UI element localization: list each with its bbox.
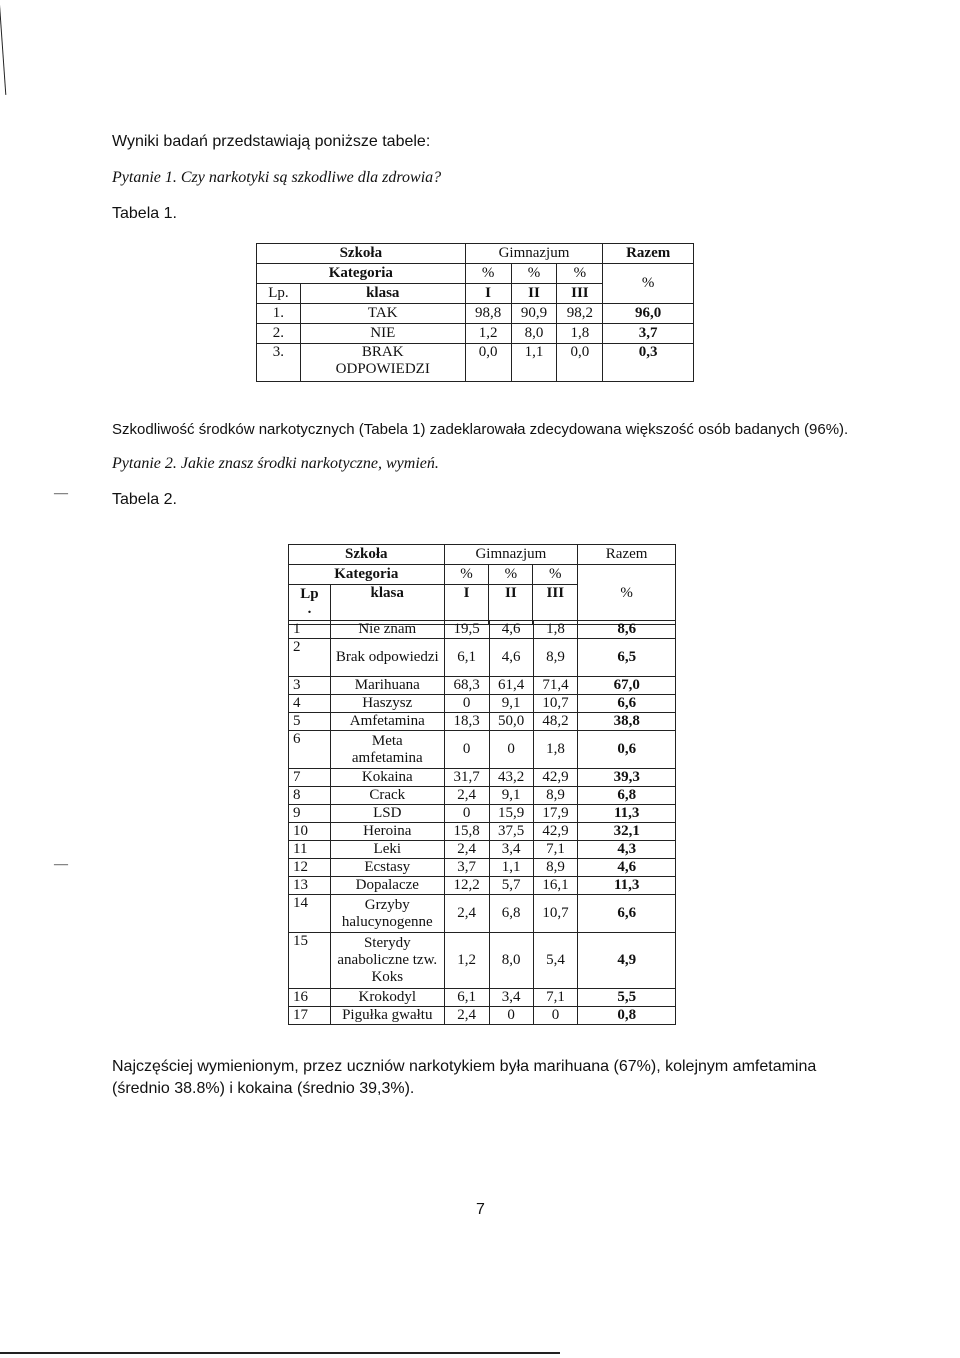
table-row (289, 859, 676, 877)
row-label: Crack (330, 787, 444, 805)
row-number: 8 (289, 787, 331, 805)
cell-total: 39,3 (578, 769, 676, 787)
cell-value: 3,4 (489, 841, 533, 859)
row-label: Leki (330, 841, 444, 859)
row-label: Meta amfetamina (330, 731, 444, 769)
row-number: 4 (289, 695, 331, 713)
row-number: 9 (289, 805, 331, 823)
table-2 (288, 544, 676, 625)
table-row (289, 769, 676, 787)
pct-header: % (444, 565, 489, 585)
table-2-body (288, 620, 676, 1025)
cell-total: 4,9 (578, 933, 676, 989)
pct-header: % (533, 565, 578, 585)
grade-header: I (465, 284, 511, 304)
cell-value: 17,9 (533, 805, 578, 823)
row-number: 2 (289, 639, 331, 677)
cell-total: 8,6 (578, 621, 676, 639)
cell-value: 5,7 (489, 877, 533, 895)
grade-header: I (444, 585, 489, 625)
pct-header: % (489, 565, 533, 585)
row-label: Ecstasy (330, 859, 444, 877)
cell-value: 8,9 (533, 859, 578, 877)
table-row (257, 344, 694, 382)
total-header: Razem (578, 545, 676, 565)
cell-value: 0 (533, 1007, 578, 1025)
cell-total: 11,3 (578, 805, 676, 823)
cell-value: 1,8 (533, 731, 578, 769)
row-number: 2. (257, 324, 301, 344)
table-2-caption: Tabela 2. (112, 491, 177, 508)
cell-total: 6,8 (578, 787, 676, 805)
row-number: 13 (289, 877, 331, 895)
cell-value: 15,9 (489, 805, 533, 823)
cell-value: 43,2 (489, 769, 533, 787)
lp-header-dot: . (289, 605, 331, 625)
cell-total: 0,3 (603, 344, 694, 382)
row-label: Amfetamina (330, 713, 444, 731)
grade-header: III (533, 585, 578, 625)
cell-value: 2,4 (444, 895, 489, 933)
cell-value: 0 (444, 695, 489, 713)
klasa-header: klasa (330, 585, 444, 625)
row-number: 11 (289, 841, 331, 859)
school-value: Gimnazjum (465, 244, 603, 264)
cell-value: 98,2 (557, 304, 603, 324)
row-label: Heroina (330, 823, 444, 841)
cell-value: 1,8 (557, 324, 603, 344)
table-row (257, 324, 694, 344)
cell-value: 0 (444, 731, 489, 769)
cell-value: 10,7 (533, 895, 578, 933)
table-row (289, 639, 676, 677)
table-row (289, 823, 676, 841)
klasa-header: klasa (300, 284, 465, 304)
table-row (289, 1007, 676, 1025)
table-row (289, 933, 676, 989)
question-1: Pytanie 1. Czy narkotyki są szkodliwe dla zdrowia? (112, 169, 442, 186)
cell-value: 3,4 (489, 989, 533, 1007)
table-row (289, 713, 676, 731)
cell-value: 9,1 (489, 787, 533, 805)
row-label: Grzyby halucynogenne (330, 895, 444, 933)
table-row (257, 304, 694, 324)
cell-value: 90,9 (511, 304, 557, 324)
cell-value: 1,1 (511, 344, 557, 382)
cell-total: 38,8 (578, 713, 676, 731)
row-number: 3 (289, 677, 331, 695)
cell-value: 4,6 (489, 621, 533, 639)
cell-value: 68,3 (444, 677, 489, 695)
school-label: Szkoła (257, 244, 466, 264)
table-row (289, 805, 676, 823)
cell-total: 4,6 (578, 859, 676, 877)
lp-header: Lp. (257, 284, 301, 304)
cell-value: 0 (489, 731, 533, 769)
row-number: 14 (289, 895, 331, 933)
row-label: NIE (300, 324, 465, 344)
row-number: 6 (289, 731, 331, 769)
row-label: Brak odpowiedzi (330, 639, 444, 677)
school-label: Szkoła (289, 545, 445, 565)
cell-value: 5,4 (533, 933, 578, 989)
row-number: 17 (289, 1007, 331, 1025)
cell-value: 37,5 (489, 823, 533, 841)
cell-value: 1,2 (444, 933, 489, 989)
row-label: TAK (300, 304, 465, 324)
cell-value: 2,4 (444, 787, 489, 805)
row-label: Haszysz (330, 695, 444, 713)
row-number: 3. (257, 344, 301, 382)
row-label: Marihuana (330, 677, 444, 695)
cell-value: 4,6 (489, 639, 533, 677)
row-label: Nie znam (330, 621, 444, 639)
cell-value: 12,2 (444, 877, 489, 895)
row-number: 15 (289, 933, 331, 989)
row-label: BRAK ODPOWIEDZI (300, 344, 465, 382)
cell-total: 11,3 (578, 877, 676, 895)
grade-header: II (511, 284, 557, 304)
cell-total: 6,6 (578, 895, 676, 933)
scan-margin-mark: ― (54, 857, 68, 872)
grade-header: II (489, 585, 533, 625)
row-number: 7 (289, 769, 331, 787)
table-row (289, 787, 676, 805)
row-number: 10 (289, 823, 331, 841)
row-number: 1. (257, 304, 301, 324)
cell-value: 2,4 (444, 1007, 489, 1025)
cell-value: 7,1 (533, 989, 578, 1007)
cell-value: 71,4 (533, 677, 578, 695)
cell-total: 4,3 (578, 841, 676, 859)
cell-total: 0,6 (578, 731, 676, 769)
cell-value: 15,8 (444, 823, 489, 841)
table-row (289, 695, 676, 713)
row-label: Kokaina (330, 769, 444, 787)
cell-value: 1,8 (533, 621, 578, 639)
cell-total: 0,8 (578, 1007, 676, 1025)
school-value: Gimnazjum (444, 545, 578, 565)
cell-total: 6,5 (578, 639, 676, 677)
question-2: Pytanie 2. Jakie znasz środki narkotyczne, wymień. (112, 455, 439, 472)
table-1-caption: Tabela 1. (112, 205, 177, 222)
cell-value: 9,1 (489, 695, 533, 713)
cell-value: 8,9 (533, 639, 578, 677)
table-row (289, 895, 676, 933)
cell-total: 32,1 (578, 823, 676, 841)
cell-value: 6,1 (444, 989, 489, 1007)
total-pct-header: % (603, 264, 694, 304)
scan-edge-line (0, 0, 6, 95)
pct-header: % (557, 264, 603, 284)
cell-value: 8,9 (533, 787, 578, 805)
cell-value: 0 (489, 1007, 533, 1025)
cell-value: 8,0 (511, 324, 557, 344)
cell-value: 19,5 (444, 621, 489, 639)
cell-total: 6,6 (578, 695, 676, 713)
pct-header: % (511, 264, 557, 284)
table-row (289, 877, 676, 895)
cell-value: 50,0 (489, 713, 533, 731)
cell-value: 7,1 (533, 841, 578, 859)
row-number: 5 (289, 713, 331, 731)
cell-value: 42,9 (533, 769, 578, 787)
cell-value: 1,1 (489, 859, 533, 877)
cell-value: 48,2 (533, 713, 578, 731)
row-label: Pigułka gwałtu (330, 1007, 444, 1025)
row-number: 16 (289, 989, 331, 1007)
table-1-summary: Szkodliwość środków narkotycznych (Tabela 1) zadeklarowała zdecydowana większość osób badanych (96%). (112, 421, 849, 438)
row-label: Sterydy anaboliczne tzw. Koks (330, 933, 444, 989)
cell-value: 6,1 (444, 639, 489, 677)
cell-value: 1,2 (465, 324, 511, 344)
cell-value: 10,7 (533, 695, 578, 713)
page-number: 7 (476, 1201, 485, 1218)
table-row (289, 841, 676, 859)
total-pct-header: % (578, 565, 676, 625)
row-number: 1 (289, 621, 331, 639)
intro-text: Wyniki badań przedstawiają poniższe tabele: (112, 133, 431, 150)
scan-margin-mark: ― (54, 486, 68, 501)
lp-header: Lp (289, 585, 331, 605)
table-2-summary: Najczęściej wymienionym, przez uczniów narkotykiem była marihuana (67%), kolejnym amfetamina (średnio 38.8%) i kokaina (średnio 39,3%). (112, 1058, 817, 1097)
cell-value: 0,0 (465, 344, 511, 382)
cell-value: 18,3 (444, 713, 489, 731)
row-label: Krokodyl (330, 989, 444, 1007)
cell-value: 16,1 (533, 877, 578, 895)
cell-value: 61,4 (489, 677, 533, 695)
cell-value: 3,7 (444, 859, 489, 877)
cell-value: 6,8 (489, 895, 533, 933)
cell-value: 98,8 (465, 304, 511, 324)
cell-total: 96,0 (603, 304, 694, 324)
category-label: Kategoria (289, 565, 445, 585)
scan-bottom-line (0, 1352, 560, 1354)
table-row (289, 731, 676, 769)
table-row (289, 989, 676, 1007)
table-row (289, 621, 676, 639)
cell-value: 0 (444, 805, 489, 823)
cell-value: 42,9 (533, 823, 578, 841)
pct-header: % (465, 264, 511, 284)
table-1 (256, 243, 694, 382)
cell-value: 0,0 (557, 344, 603, 382)
cell-total: 67,0 (578, 677, 676, 695)
grade-header: III (557, 284, 603, 304)
category-label: Kategoria (257, 264, 466, 284)
total-header: Razem (603, 244, 694, 264)
cell-value: 8,0 (489, 933, 533, 989)
cell-total: 3,7 (603, 324, 694, 344)
cell-value: 2,4 (444, 841, 489, 859)
table-row (289, 677, 676, 695)
row-number: 12 (289, 859, 331, 877)
row-label: Dopalacze (330, 877, 444, 895)
cell-total: 5,5 (578, 989, 676, 1007)
row-label: LSD (330, 805, 444, 823)
cell-value: 31,7 (444, 769, 489, 787)
